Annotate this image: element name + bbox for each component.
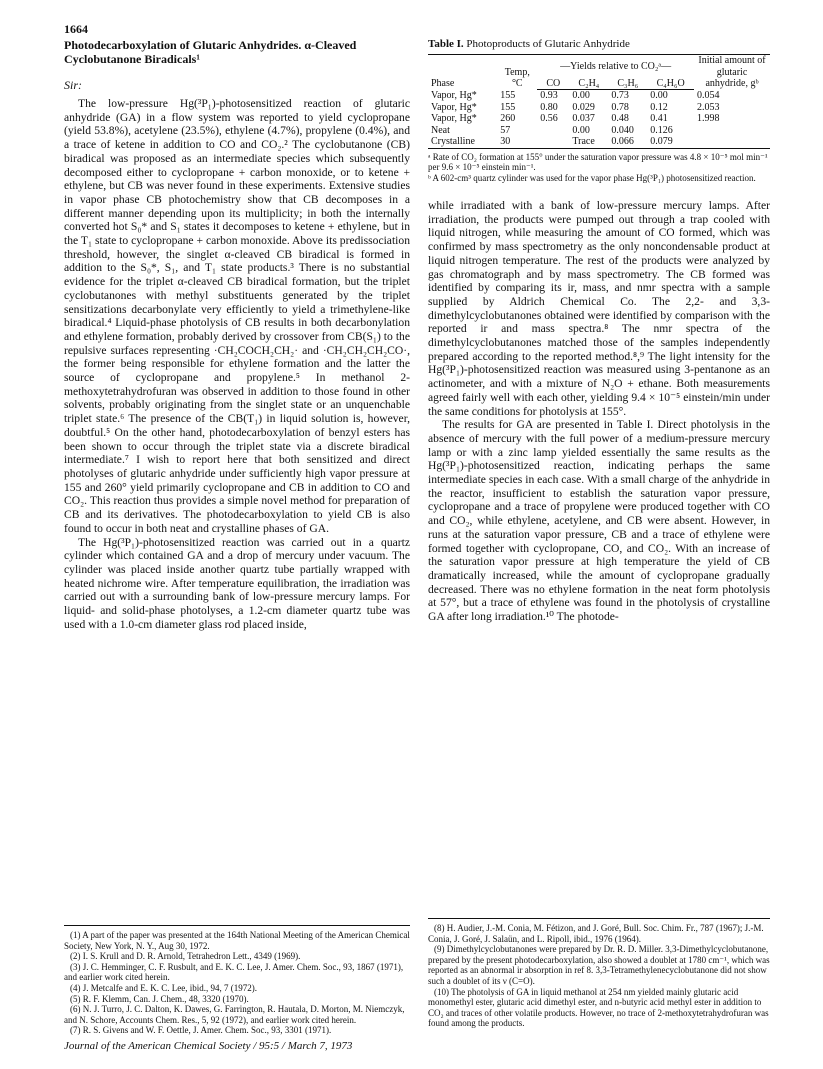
footnote: (9) Dimethylcyclobutanones were prepared by Dr. R. D. Miller. 3,3-Dimethylcyclobutanone, prepared by the present photodecarboxylation, also showed a doublet at 1780 cm⁻¹, which was reported as an abnormal ir absorption in ref 8. 3,3-Tetramethylenecyclobutanone did not show such a doublet of its ν (C=O). (428, 944, 770, 986)
cell: 0.079 (647, 136, 694, 148)
table-row (428, 90, 770, 102)
salutation: Sir: (64, 78, 82, 92)
cell: 0.48 (611, 113, 629, 124)
cell: Neat (431, 124, 450, 136)
table-label: Table I. (428, 38, 464, 50)
footnotes-left (64, 925, 410, 1036)
cell: 0.78 (611, 101, 629, 113)
footnote: (10) The photolysis of GA in liquid methanol at 254 nm yielded mainly glutaric acid monomethyl ester, glutaric acid dimethyl ester, and n-butyric acid methyl ester in addition to CO₂ and traces of other volatile products. However, no trace of 2-methoxytetrahydrofuran was found among the products. (428, 986, 769, 1029)
footnote: (7) R. S. Givens and W. F. Oettle, J. Amer. Chem. Soc., 93, 3301 (1971). (70, 1025, 332, 1036)
table-caption (428, 38, 770, 51)
cell: 0.040 (611, 124, 634, 136)
footnotes-right (428, 918, 770, 1029)
table-row (428, 136, 770, 148)
table-row (428, 125, 770, 137)
table-note-a: ᵃ Rate of CO₂ formation at 155° under the saturation vapor pressure was 4.8 × 10⁻⁵ mol min⁻¹ per 9.6 × 10⁻⁵ einstein min⁻¹. (428, 151, 768, 172)
cell: 0.73 (611, 90, 629, 101)
body-paragraph: The Hg(³P₁)-photosensitized reaction was carried out in a quartz cylinder which contained GA and a drop of mercury under vacuum. The cylinder was placed inside another quartz tube partially wrapped with heated nichrome wire. After temperature equilibration, the irradiation was carried out with a surrounding bank of low-pressure mercury lamps. For liquid- and solid-phase photolyses, a 1.2-cm diameter quartz tube was used with a 1.0-cm diameter glass rod placed inside, (64, 535, 410, 631)
cell: Vapor, Hg* (431, 89, 477, 101)
cell: Vapor, Hg* (431, 113, 477, 124)
cell (694, 125, 770, 137)
th-c3h6: C₃H₆ (608, 72, 647, 90)
cell: 155 (500, 89, 516, 101)
cell: Vapor, Hg* (431, 101, 477, 113)
cell: 260 (500, 113, 516, 124)
cell: 0.12 (650, 101, 668, 113)
th-phase: Phase (428, 55, 497, 90)
cell: 155 (500, 101, 516, 113)
cell: 0.029 (572, 101, 595, 113)
table-note-b: ᵇ A 602-cm³ quartz cylinder was used for the vapor phase Hg(³P₁) photosensitized reaction. (428, 172, 756, 183)
cell: Crystalline (428, 136, 497, 148)
cell: Trace (569, 136, 608, 148)
left-column (64, 38, 410, 631)
footnote: (3) J. C. Hemminger, C. F. Rusbult, and E. K. C. Lee, J. Amer. Chem. Soc., 93, 1867 (1971), and earlier work cited herein. (64, 961, 404, 983)
cell: 0.80 (540, 101, 558, 113)
footnote: (6) N. J. Turro, J. C. Dalton, K. Dawes, G. Farrington, R. Hautala, D. Morton, M. Niemczyk, and N. Schore, Accounts Chem. Res., 5, 92 (1972), and earlier work cited herein. (64, 1004, 405, 1025)
table-title: Photoproducts of Glutaric Anhydride (466, 38, 630, 50)
cell: 0.066 (608, 136, 647, 148)
cell: 30 (497, 136, 537, 148)
th-c4h6o: C₄H₆O (647, 72, 694, 90)
cell: 0.037 (572, 113, 595, 124)
cell: 0.054 (697, 89, 720, 101)
th-initial: Initial amount of glutaric anhydride, gᵇ (694, 55, 770, 90)
body-paragraph: The low-pressure Hg(³P₁)-photosensitized reaction of glutaric anhydride (GA) in a flow system was reported to yield cyclopropane (yield 53.8%), acetylene (23.5%), ethylene (4.7%), propylene (0.4%), and a trace of ketene in addition to CO and CO₂.² The cyclobutanone (CB) biradical was proposed as an intermediate species which subsequently decomposed either to cyclopropane + carbon monoxide, or to ketene + ethylene, but CB was never found in these experiments. Extensive studies in vapor phase CB photochemistry show that CB decomposes in a different manner depending upon its multiplicity; in both the internally converted hot S₀* and S₁ states it decomposes to ketene + ethylene, but in the T₁ state to cyclopropane + carbon monoxide. Above its predissociation threshold, however, the singlet α-cleaved CB biradical is formed in addition to the S₀*, S₁, and T₁ state products.³ There is no substantial evidence for the triplet α-cleaved CB biradical formation, but the triplet cyclobutanones with methyl substituents generated by the triplet sensitizations decarbonylate very efficiently to yield a trimethylene-like biradical.⁴ Liquid-phase photolysis of CB results in both decarbonylation and ethylene formation, probably derived by crossover from CB(S₁) to the repulsive surfaces representing ·CH₂COCH₂CH₂· and ·CH₂CH₂CH₂CO·, the former being responsible for ethylene formation and the latter the source of cyclopropane and propylene.⁵ In methanol 2-methoxytetrahydrofuran was observed in addition to those found in other solvents, probably originating from the singlet state or an unquenchable triplet state.⁶ The presence of the CB(T₁) in liquid solution is, however, doubtful.⁵ On the other hand, photodecarboxylation of benzyl esters has been shown to occur through the triplet state via a discrete biradical intermediate.⁷ I wish to report here that both sensitized and direct photolyses of glutaric anhydride under sufficiently high vapor pressure at 155 and 260° yield primarily cyclopropane and CB in addition to CO and CO₂. This reaction thus provides a simple novel method for preparation of CB and its derivatives. The photodecarboxylation to yield CB is also found to occur in both neat and crystalline phases of GA. (64, 97, 410, 535)
cell: 0.56 (540, 113, 558, 124)
cell: 57 (500, 124, 511, 136)
th-yields-group: —Yields relative to CO₂ᵃ— (537, 55, 694, 73)
photoproducts-table (428, 54, 770, 149)
right-column (428, 38, 770, 624)
left-body (64, 97, 410, 631)
page-number: 1664 (64, 22, 88, 36)
footnote: (2) I. S. Krull and D. R. Arnold, Tetrahedron Lett., 4349 (1969). (70, 951, 301, 962)
journal-footer: Journal of the American Chemical Society / 95:5 / March 7, 1973 (64, 1040, 353, 1052)
cell: 0.00 (572, 90, 590, 101)
cell: 2.053 (697, 101, 720, 113)
article-title: Photodecarboxylation of Glutaric Anhydrides. α-Cleaved Cyclobutanone Biradicals¹ (64, 38, 357, 66)
cell: 0.41 (650, 113, 668, 124)
table-row (428, 113, 770, 125)
th-c2h4: C₂H₄ (569, 72, 608, 90)
table-row (428, 102, 770, 114)
footnote: (1) A part of the paper was presented at the 164th National Meeting of the American Chemical Society, New York, N. Y., Aug 30, 1972. (64, 930, 410, 951)
cell: 1.998 (697, 113, 720, 124)
body-paragraph: while irradiated with a bank of low-pressure mercury lamps. After irradiation, the products were pumped out through a trap cooled with liquid nitrogen, while measuring the amount of CO formed, which was confirmed by mass spectrometry as the only noncondensable product at liquid nitrogen temperature. The rest of the products were analyzed by gas chromatograph and by mass spectrometry. The CB formed was identified by comparing its ir, mass, and nmr spectra with a sample supplied by Aldrich Chemical Co. The 2,2- and 3,3-dimethylcyclobutanones obtained were identified by comparison with the reported ir and mass spectra.⁸ The nmr spectra of the dimethylcyclobutanones matched those of the samples independently prepared according to the reported method.⁸,⁹ The light intensity for the Hg(³P₁)-photosensitized reaction was measured using 3-pentanone as an actinometer, and with a mixture of N₂O + ethane. Both measurements agreed fairly well with each other, yielding 9.4 × 10⁻⁵ einstein/min under the same conditions for photolysis at 155°. (428, 199, 770, 418)
cell (537, 125, 569, 137)
cell: 0.126 (650, 124, 673, 136)
cell: 0.00 (572, 124, 590, 136)
cell (537, 136, 569, 148)
cell (694, 136, 770, 148)
right-body (428, 199, 770, 624)
footnote: (8) H. Audier, J.-M. Conia, M. Fétizon, and J. Goré, Bull. Soc. Chim. Fr., 787 (1967); J.-M. Conia, J. Goré, J. Salaün, and L. Ripoll, ibid., 1976 (1964). (428, 923, 764, 944)
cell: 0.93 (540, 90, 558, 101)
th-co: CO (537, 72, 569, 90)
footnote: (5) R. F. Klemm, Can. J. Chem., 48, 3320 (1970). (70, 993, 249, 1004)
cell: 0.00 (650, 90, 668, 101)
th-temp: Temp, °C (497, 55, 537, 90)
body-paragraph: The results for GA are presented in Table I. Direct photolysis in the absence of mercury with the full power of a medium-pressure mercury lamp or with a zinc lamp yielded essentially the same results as the Hg(³P₁)-photosensitized reaction, indicating perhaps the same intermediate species in each case. With a small charge of the anhydride in the reactor, insufficient to establish the saturation vapor pressure, cyclopropane and a trace of propylene were produced together with CO and CO₂, while ethylene, acetylene, and CB were absent. However, in runs at the saturation vapor pressure, CB and a trace of ethylene were formed together with cyclopropane, CO, and CO₂. With an increase of the saturation vapor pressure at high temperature the yield of CB dramatically increased, while the amount of cyclopropane gradually decreased. There was no ethylene formation in the neat form photolysis at 57°, but a trace of ethylene was found in the photolysis of crystalline GA after long irradiation.¹⁰ The photode- (428, 418, 770, 624)
footnote: (4) J. Metcalfe and E. K. C. Lee, ibid., 94, 7 (1972). (70, 982, 257, 993)
